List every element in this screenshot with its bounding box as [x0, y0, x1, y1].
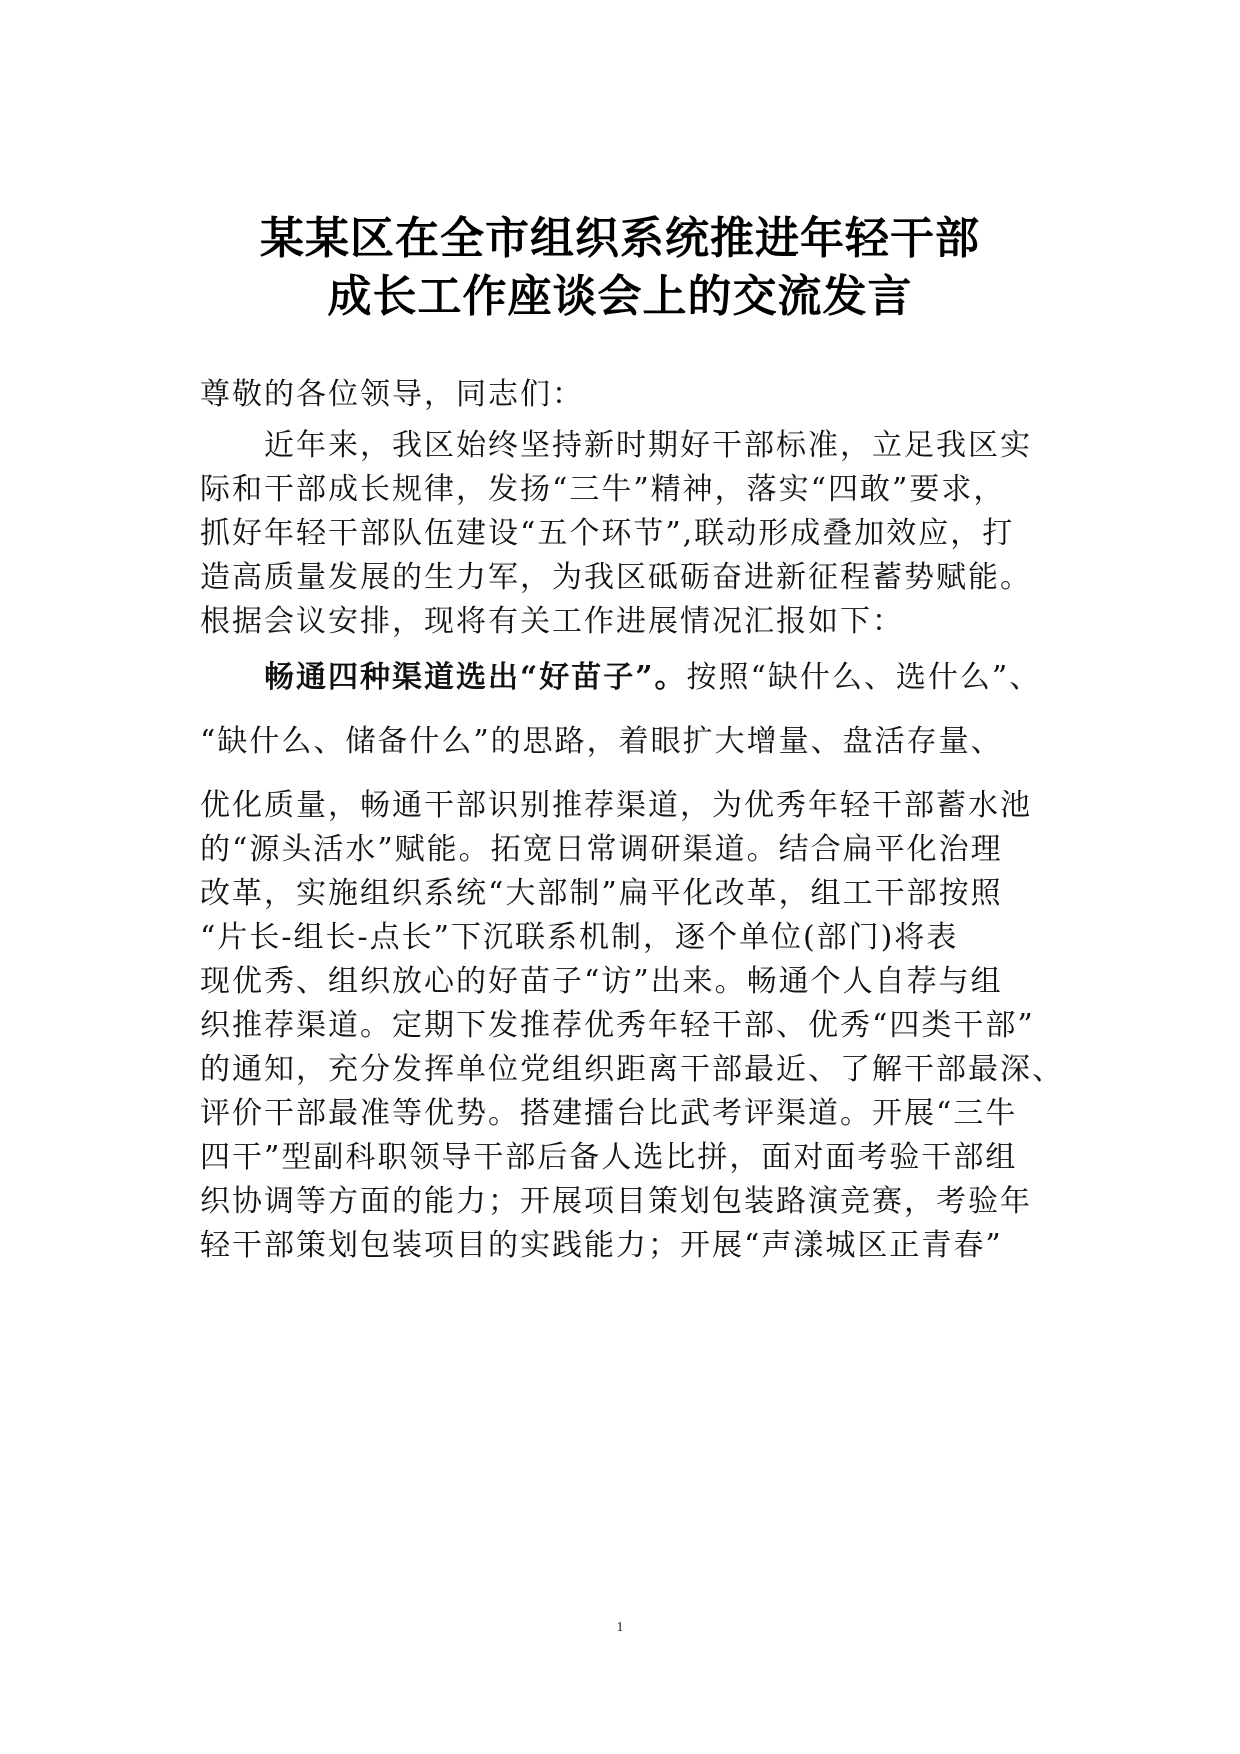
- paragraph-intro: [200, 424, 1050, 644]
- paragraph-line: 四干”型副科职领导干部后备人选比拼，面对面考验干部组: [200, 1140, 1018, 1175]
- paragraph-line: 根据会议安排，现将有关工作进展情况汇报如下：: [200, 604, 904, 639]
- paragraph-line: 的通知，充分发挥单位党组织距离干部最近、了解干部最深、: [200, 1052, 1064, 1087]
- title-line: 某某区在全市组织系统推进年轻干部: [260, 213, 980, 264]
- page-number: 1: [616, 1620, 624, 1635]
- paragraph-line: 际和干部成长规律，发扬“三牛”精神，落实“四敢”要求，: [200, 472, 1006, 507]
- paragraph-line: 的“源头活水”赋能。拓宽日常调研渠道。结合扁平化治理: [200, 832, 1003, 867]
- paragraph-line: 织协调等方面的能力；开展项目策划包装路演竞赛，考验年: [200, 1184, 1032, 1219]
- paragraph-line: “片长-组长-点长”下沉联系机制，逐个单位(部门)将表: [200, 920, 959, 955]
- paragraph-line: 现优秀、组织放心的好苗子“访”出来。畅通个人自荐与组: [200, 964, 1003, 999]
- paragraph-line: 轻干部策划包装项目的实践能力；开展“声漾城区正青春”: [200, 1228, 1003, 1263]
- paragraph-line: 优化质量，畅通干部识别推荐渠道，为优秀年轻干部蓄水池: [200, 788, 1032, 823]
- paragraph-channels: [200, 656, 1064, 1268]
- paragraph-line: 改革，实施组织系统“大部制”扁平化改革，组工干部按照: [200, 876, 1003, 911]
- title-line: 成长工作座谈会上的交流发言: [327, 271, 913, 322]
- paragraph-line: 评价干部最准等优势。搭建擂台比武考评渠道。开展“三牛: [200, 1096, 1018, 1131]
- paragraph-line: 近年来，我区始终坚持新时期好干部标准，立足我区实: [264, 428, 1032, 463]
- paragraph-first-line: [200, 656, 1050, 700]
- paragraph-line: 造高质量发展的生力军，为我区砥砺奋进新征程蓄势赋能。: [200, 560, 1032, 595]
- document-body: [200, 373, 1064, 1268]
- paragraph-line: 抓好年轻干部队伍建设“五个环节”,联动形成叠加效应，打: [200, 516, 1015, 551]
- document-title: [180, 210, 1060, 326]
- section-heading: 畅通四种渠道选出“好苗子”。: [264, 660, 687, 695]
- paragraph-line: “缺什么、储备什么”的思路，着眼扩大增量、盘活存量、: [200, 724, 1003, 759]
- paragraph-line: 织推荐渠道。定期下发推荐优秀年轻干部、优秀“四类干部”: [200, 1008, 1035, 1043]
- salutation: 尊敬的各位领导，同志们：: [200, 377, 584, 412]
- paragraph-text: 按照“缺什么、选什么”、: [686, 660, 1042, 695]
